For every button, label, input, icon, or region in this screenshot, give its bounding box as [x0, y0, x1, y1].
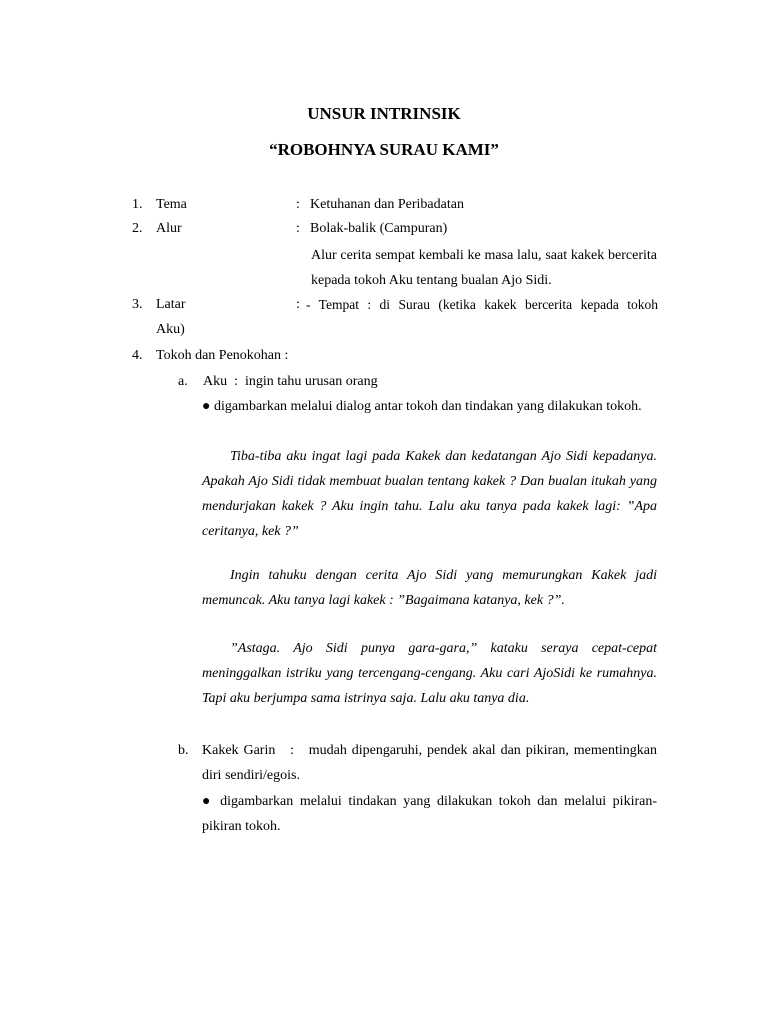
tokoh-a-letter: a.: [178, 374, 188, 389]
item-label-tokoh: Tokoh dan Penokohan :: [156, 348, 289, 363]
item-label-alur: Alur: [156, 221, 182, 236]
item-value-alur: Bolak-balik (Campuran): [310, 221, 448, 236]
item-label-latar: Latar: [156, 297, 186, 312]
item-number-4: 4.: [132, 348, 143, 363]
tokoh-a-quote-3: ”Astaga. Ajo Sidi punya gara-gara,” kataku seraya cepat-cepat meninggalkan istriku yang tercengang-cengang. Aku cari AjoSidi ke rumahnya. Tapi aku berjumpa sama istrinya saja. Lalu aku tanya dia.: [202, 641, 657, 706]
item-number-1: 1.: [132, 197, 143, 212]
tokoh-a-heading: Aku : ingin tahu urusan orang: [203, 374, 378, 389]
tokoh-b-bullet: ● digambarkan melalui tindakan yang dilakukan tokoh dan melalui pikiran-pikiran tokoh.: [202, 794, 657, 834]
tokoh-a-quote-2: Ingin tahuku dengan cerita Ajo Sidi yang memurungkan Kakek jadi memuncak. Aku tanya lagi kakek : ”Bagaimana katanya, kek ?”.: [202, 568, 657, 608]
item-value-tema: Ketuhanan dan Peribadatan: [310, 197, 464, 212]
tokoh-a-bullet: ● digambarkan melalui dialog antar tokoh dan tindakan yang dilakukan tokoh.: [202, 399, 642, 414]
document-subtitle: “ROBOHNYA SURAU KAMI”: [269, 140, 499, 159]
item-label-tema: Tema: [156, 197, 187, 212]
tokoh-a-quote-1: Tiba-tiba aku ingat lagi pada Kakek dan kedatangan Ajo Sidi kepadanya. Apakah Ajo Sidi tidak membuat bualan tentang kakek ? Dan bualan itukah yang mendurjakan kakek ? Aku ingin tahu. Lalu aku tanya pada kakek lagi: ”Apa ceritanya, kek ?”: [202, 449, 657, 539]
tokoh-b-letter: b.: [178, 743, 189, 758]
latar-continuation: Aku): [156, 322, 185, 337]
item-number-2: 2.: [132, 221, 143, 236]
item-value-latar: - Tempat : di Surau (ketika kakek bercerita kepada tokoh: [306, 297, 658, 312]
alur-description: Alur cerita sempat kembali ke masa lalu, saat kakek bercerita kepada tokoh Aku tentang bualan Ajo Sidi.: [311, 248, 657, 288]
item-separator: :: [296, 197, 300, 212]
item-separator: :: [296, 297, 300, 312]
item-number-3: 3.: [132, 297, 143, 312]
tokoh-b-heading: Kakek Garin : mudah dipengaruhi, pendek akal dan pikiran, mementingkan diri sendiri/egois.: [202, 743, 661, 783]
document-title: UNSUR INTRINSIK: [307, 104, 461, 123]
item-separator: :: [296, 221, 300, 236]
